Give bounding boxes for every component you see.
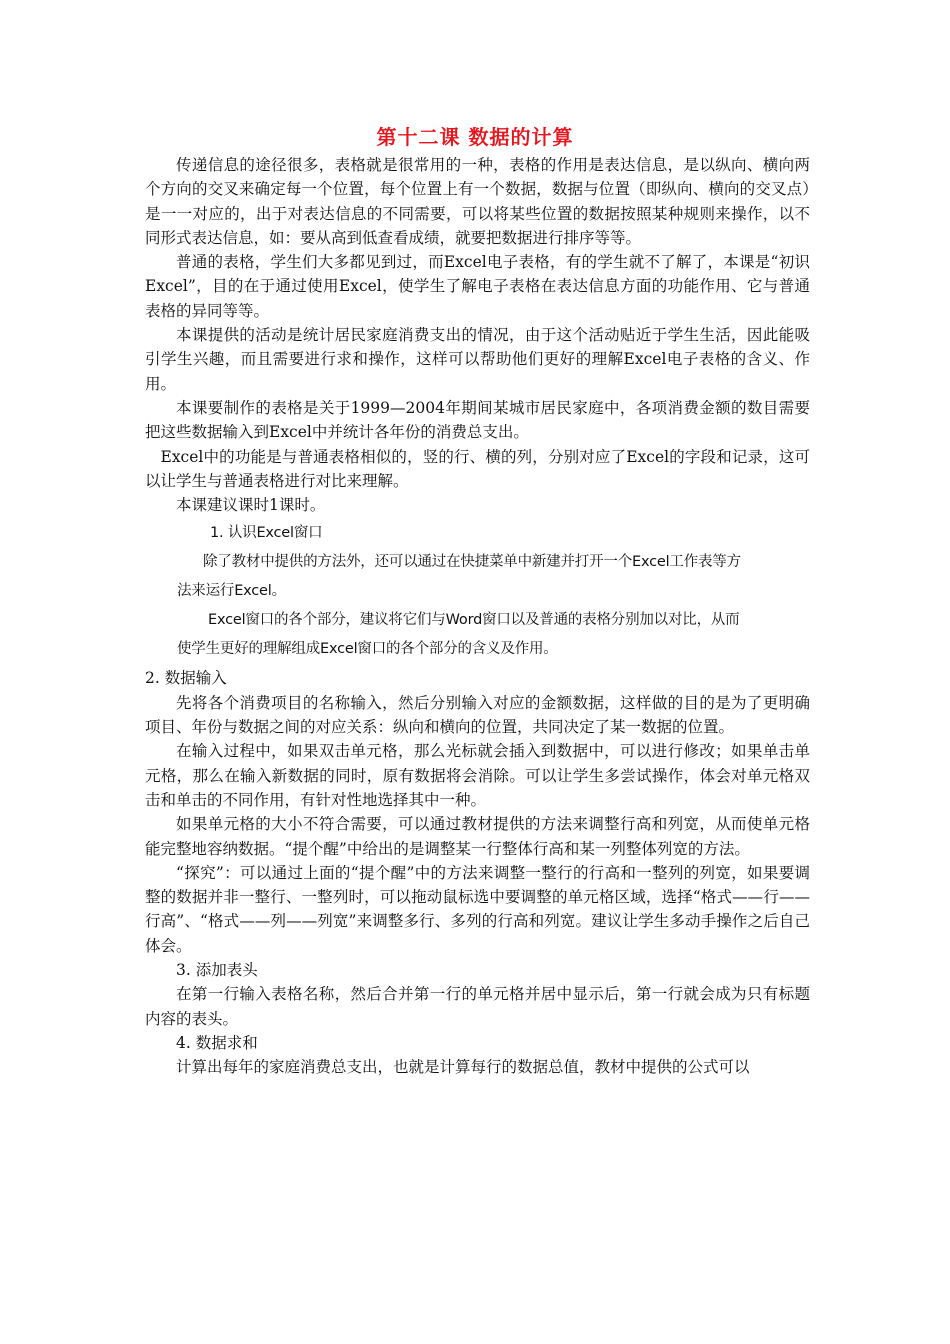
section-4-heading: 4. 数据求和 [176,1033,258,1052]
section-1-line-4: 使学生更好的理解组成Excel窗口的各个部分的含义及作用。 [177,641,558,658]
section-1-inset [145,519,810,664]
section-4-paragraph-1: 计算出每年的家庭消费总支出，也就是计算每行的数据总值，教材中提供的公式可以 [176,1058,750,1077]
section-2-paragraph-1: 先将各个消费项目的名称输入，然后分别输入对应的金额数据，这样做的目的是为了更明确项目、年份与数据之间的对应关系：纵向和横向的位置，共同决定了某一数据的位置。 [145,693,810,737]
section-1-line-1: 除了教材中提供的方法外，还可以通过在快捷菜单中新建并打开一个Excel工作表等方 [203,554,741,571]
section-2-heading: 2. 数据输入 [145,669,227,688]
intro-paragraph-5: Excel中的功能是与普通表格相似的，竖的行、横的列，分别对应了Excel的字段和记录，这可以让学生与普通表格进行对比来理解。 [145,447,810,490]
section-2-paragraph-2: 在输入过程中，如果双击单元格，那么光标就会插入到数据中，可以进行修改；如果单击单元格，那么在输入新数据的同时，原有数据将会消除。可以让学生多尝试操作，体会对单元格双击和单击的不同作用，有针对性地选择其中一种。 [145,742,810,809]
document-body [145,153,810,1080]
section-1-line-3: Excel窗口的各个部分，建议将它们与Word窗口以及普通的表格分别加以对比，从而 [208,612,740,629]
section-2-paragraph-3: 如果单元格的大小不符合需要，可以通过教材提供的方法来调整行高和列宽，从而使单元格能完整地容纳数据。“提个醒”中给出的是调整某一行整体行高和某一列整体列宽的方法。 [145,815,810,858]
section-1-line-2: 法来运行Excel。 [177,583,286,600]
section-1-heading: 1. 认识Excel窗口 [210,525,323,542]
section-3-paragraph-1: 在第一行输入表格名称，然后合并第一行的单元格并居中显示后，第一行就会成为只有标题内容的表头。 [145,985,810,1028]
intro-paragraph-3: 本课提供的活动是统计居民家庭消费支出的情况，由于这个活动贴近于学生生活，因此能吸引学生兴趣，而且需要进行求和操作，这样可以帮助他们更好的理解Excel电子表格的含义、作用。 [145,326,810,393]
intro-paragraph-6: 本课建议课时1课时。 [176,496,326,515]
intro-paragraph-4: 本课要制作的表格是关于1999—2004年期间某城市居民家庭中，各项消费金额的数目需要把这些数据输入到Excel中并统计各年份的消费总支出。 [145,398,810,442]
intro-paragraph-1: 传递信息的途径很多，表格就是很常用的一种，表格的作用是表达信息，是以纵向、横向两个方向的交叉来确定每一个位置，每个位置上有一个数据，数据与位置（即纵向、横向的交叉点）是一一对应的，出于对表达信息的不同需要，可以将某些位置的数据按照某种规则来操作，以不同形式表达信息，如：要从高到低查看成绩，就要把数据进行排序等等。 [145,156,810,247]
intro-paragraph-2: 普通的表格，学生们大多都见到过，而Excel电子表格，有的学生就不了解了，本课是“初识Excel”，目的在于通过使用Excel，使学生了解电子表格在表达信息方面的功能作用、它与普通表格的异同等等。 [145,253,810,320]
section-3-heading: 3. 添加表头 [176,961,258,980]
section-2-paragraph-4: “探究”：可以通过上面的“提个醒”中的方法来调整一整行的行高和一整列的列宽，如果要调整的数据并非一整行、一整列时，可以拖动鼠标选中要调整的单元格区域，选择“格式——行——行高”、“格式——列——列宽”来调整多行、多列的行高和列宽。建议让学生多动手操作之后自己体会。 [145,863,810,955]
document-title: 第十二课 数据的计算 [376,125,574,149]
